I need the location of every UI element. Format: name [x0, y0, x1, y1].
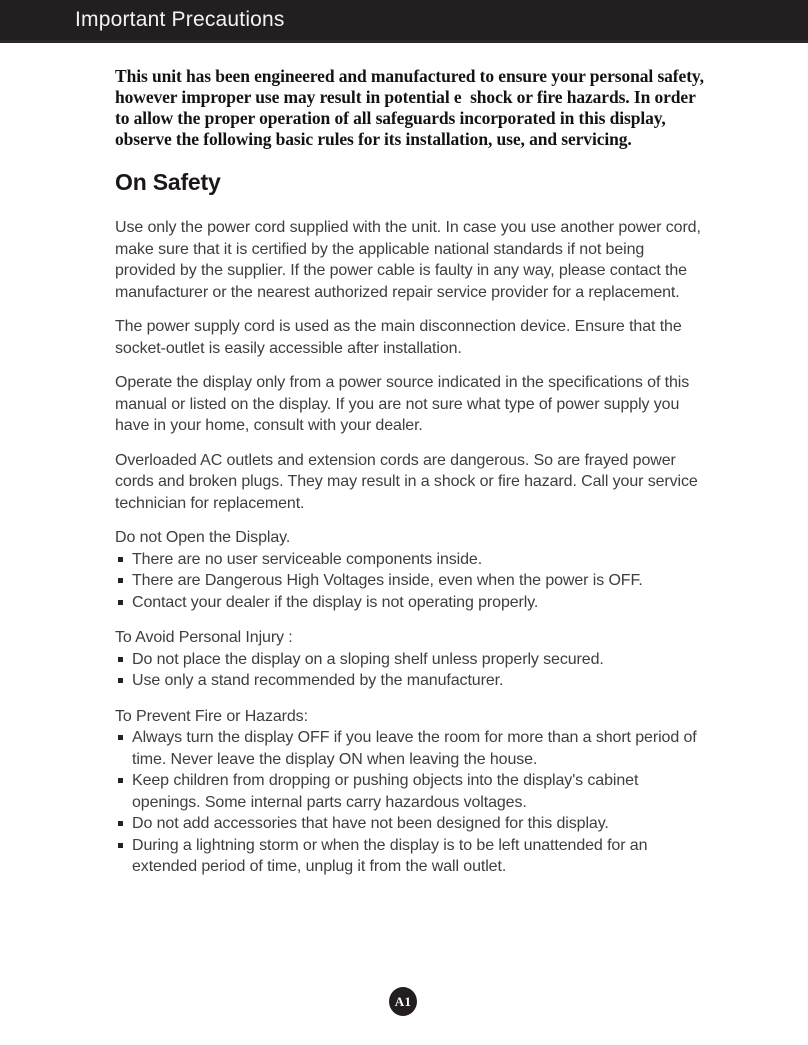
list-item: Always turn the display OFF if you leave the room for more than a short period of time. Never leave the display ON when leaving the house.	[115, 727, 705, 770]
page-number-badge	[389, 987, 417, 1016]
list-item: Keep children from dropping or pushing objects into the display's cabinet openings. Some internal parts carry hazardous voltages.	[115, 770, 705, 813]
list-group-do-not-open	[115, 527, 705, 613]
header-bar	[0, 0, 808, 43]
list-group-prevent-fire	[115, 706, 705, 878]
list-item: There are Dangerous High Voltages inside, even when the power is OFF.	[115, 570, 705, 592]
section-heading-on-safety: On Safety	[115, 169, 221, 195]
paragraph-power-source: Operate the display only from a power source indicated in the specifications of this manual or listed on the display. If you are not sure what type of power supply you have in your home, consult with your dealer.	[115, 374, 690, 434]
list-lead: Do not Open the Display.	[115, 529, 291, 546]
intro-paragraph: This unit has been engineered and manufactured to ensure your personal safety, however improper use may result in potential e shock or fire hazards. In order to allow the proper operation of all safeguards incorporated in this display, observe the following basic rules for its installation, use, and servicing.	[115, 66, 709, 149]
page-number: A1	[394, 993, 412, 1009]
bullet-list	[115, 649, 705, 692]
list-item: There are no user serviceable components inside.	[115, 549, 705, 571]
list-item: Contact your dealer if the display is not operating properly.	[115, 592, 705, 614]
list-lead: To Prevent Fire or Hazards:	[115, 707, 308, 725]
paragraph-power-cord: Use only the power cord supplied with the unit. In case you use another power cord, make sure that it is certified by the applicable national standards if not being provided by the supplier. If the power cable is faulty in any way, please contact the manufacturer or the nearest authorized repair service provider for a replacement.	[115, 219, 701, 301]
list-item: Use only a stand recommended by the manufacturer.	[115, 670, 705, 692]
bullet-list	[115, 727, 705, 878]
list-item: Do not add accessories that have not been designed for this display.	[115, 813, 705, 835]
paragraph-disconnection-device: The power supply cord is used as the main disconnection device. Ensure that the socket-outlet is easily accessible after installation.	[115, 318, 682, 357]
page-content	[115, 66, 709, 892]
page-title: Important Precautions	[75, 8, 285, 31]
paragraph-overloaded-outlets: Overloaded AC outlets and extension cords are dangerous. So are frayed power cords and broken plugs. They may result in a shock or fire hazard. Call your service technician for replacement.	[115, 451, 698, 512]
list-item: Do not place the display on a sloping shelf unless properly secured.	[115, 649, 705, 671]
list-item: During a lightning storm or when the display is to be left unattended for an extended period of time, unplug it from the wall outlet.	[115, 835, 705, 878]
list-lead: To Avoid Personal Injury :	[115, 629, 293, 646]
list-group-avoid-injury	[115, 627, 705, 692]
bullet-list	[115, 549, 705, 614]
